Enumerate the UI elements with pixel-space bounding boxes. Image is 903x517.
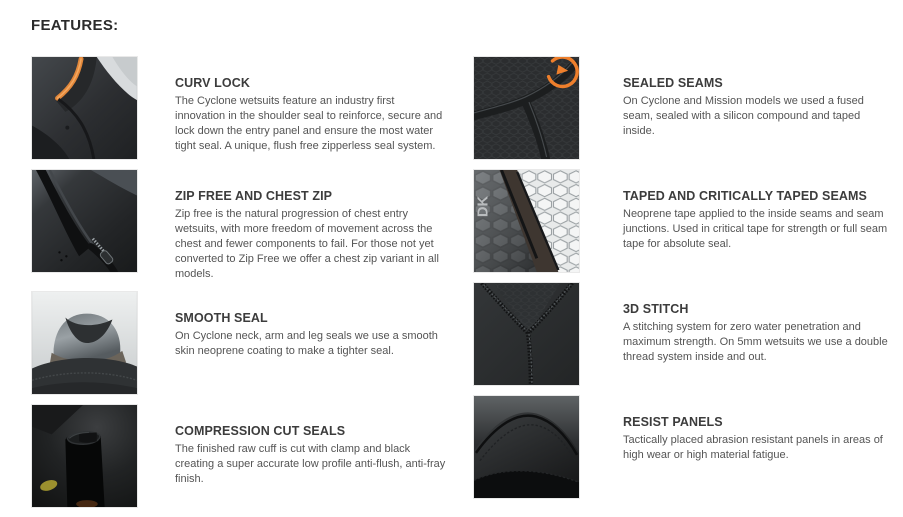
feature-title: SEALED SEAMS [623, 76, 723, 90]
wetsuit-shoulder-photo [32, 57, 137, 159]
taped-seams-image [473, 169, 580, 273]
feature-title: SMOOTH SEAL [175, 311, 268, 325]
stitch-photo [474, 283, 579, 385]
compression-cut-image [31, 404, 138, 508]
feature-title: COMPRESSION CUT SEALS [175, 424, 346, 438]
svg-text:DK: DK [475, 195, 492, 218]
compression-cut-text [175, 404, 447, 487]
feature-description: Tactically placed abrasion resistant panels in areas of high wear or high material fatigue. [623, 434, 883, 461]
3d-stitch-image [473, 282, 580, 386]
feature-description: The finished raw cuff is cut with clamp and black creating a super accurate low profile anti-flush, anti-fray finish. [175, 443, 446, 485]
smooth-seal-text [175, 291, 447, 359]
sealed-seams-image [473, 56, 580, 160]
feature-3d-stitch [473, 282, 893, 386]
curv-lock-image [31, 56, 138, 160]
feature-smooth-seal [31, 291, 451, 395]
feature-resist-panels [473, 395, 893, 499]
resist-panels-image [473, 395, 580, 499]
feature-title: CURV LOCK [175, 76, 250, 90]
taped-seams-photo [474, 170, 579, 272]
zip-free-text [175, 169, 447, 282]
feature-description: On Cyclone and Mission models we used a fused seam, sealed with a silicon compound and taped inside. [623, 95, 864, 137]
feature-description: The Cyclone wetsuits feature an industry first innovation in the shoulder seal to reinforce, secure and lock down the entry panel and ensure the most water tight seal. A unique, flush free zipperless seal system. [175, 95, 443, 152]
smooth-seal-image [31, 291, 138, 395]
feature-compression-cut-seals [31, 404, 451, 508]
feature-curv-lock [31, 56, 451, 160]
feature-description: A stitching system for zero water penetration and maximum strength. On 5mm wetsuits we use a double thread system inside and out. [623, 321, 888, 363]
sealed-seams-text [623, 56, 893, 139]
zip-free-image [31, 169, 138, 273]
neck-seal-photo [32, 292, 137, 394]
curv-lock-text [175, 56, 447, 154]
features-column-right [473, 56, 893, 508]
chest-zip-photo [32, 170, 137, 272]
cuff-photo [32, 405, 137, 507]
3d-stitch-text [623, 282, 893, 365]
feature-title: TAPED AND CRITICALLY TAPED SEAMS [623, 189, 867, 203]
feature-title: RESIST PANELS [623, 415, 723, 429]
resist-panel-photo [474, 396, 579, 498]
feature-zip-free [31, 169, 451, 282]
feature-sealed-seams [473, 56, 893, 160]
feature-description: Neoprene tape applied to the inside seams and seam junctions. Used in critical tape for strength or full seam tape for absolute seal. [623, 208, 888, 250]
taped-seams-text [623, 169, 893, 252]
resist-panels-text [623, 395, 893, 463]
feature-description: On Cyclone neck, arm and leg seals we use a smooth skin neoprene coating to make a tighter seal. [175, 330, 438, 357]
page-title: FEATURES: [31, 17, 119, 34]
features-column-left [31, 56, 451, 517]
sealed-seams-photo [474, 57, 579, 159]
feature-description: Zip free is the natural progression of chest entry wetsuits, with more freedom of movement across the chest and fewer components to fail. For those not yet converted to Zip Free we offer a chest zip variant in all models. [175, 208, 439, 280]
feature-title: 3D STITCH [623, 302, 689, 316]
feature-title: ZIP FREE AND CHEST ZIP [175, 189, 333, 203]
feature-taped-seams [473, 169, 893, 273]
